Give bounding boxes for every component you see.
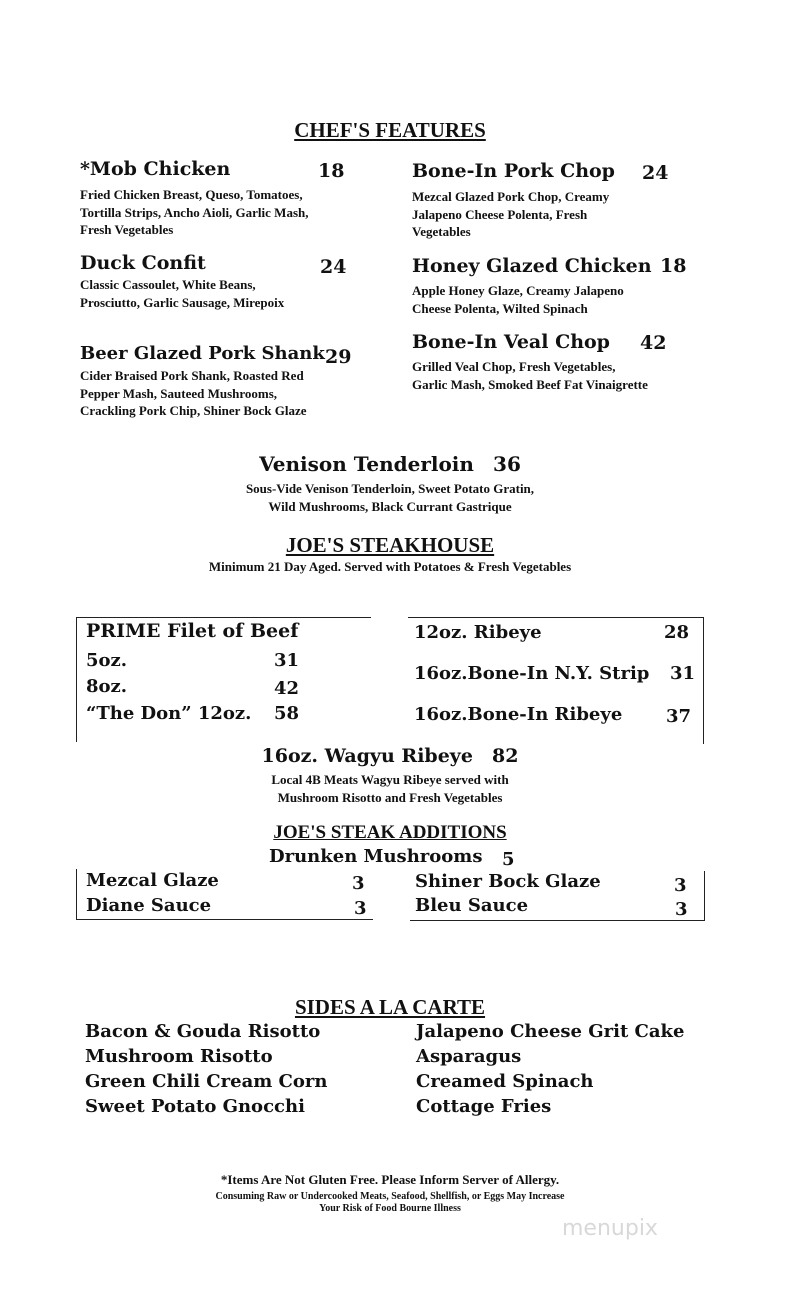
item-description: Mezcal Glazed Pork Chop, Creamy Jalapeno Cheese Polenta, Fresh Vegetables xyxy=(412,189,610,239)
side-item: Cottage Fries xyxy=(416,1096,552,1117)
side-item: Green Chili Cream Corn xyxy=(85,1071,328,1092)
side-item: Bacon & Gouda Risotto xyxy=(85,1021,321,1042)
addition-price: 3 xyxy=(675,899,688,920)
item-name: Beer Glazed Pork Shank xyxy=(80,343,325,364)
venison-title xyxy=(0,452,780,476)
item-description: Grilled Veal Chop, Fresh Vegetables, Garlic Mash, Smoked Beef Fat Vinaigrette xyxy=(412,359,648,392)
filet-price: 31 xyxy=(274,650,300,671)
side-item: Asparagus xyxy=(416,1046,522,1067)
addition-label: Shiner Bock Glaze xyxy=(415,871,601,892)
item-name: 16oz. Wagyu Ribeye xyxy=(261,745,473,767)
side-item: Creamed Spinach xyxy=(416,1071,594,1092)
side-item: Sweet Potato Gnocchi xyxy=(85,1096,305,1117)
item-price: 18 xyxy=(660,255,687,277)
filet-price: 42 xyxy=(274,678,300,699)
item-price: 82 xyxy=(492,745,519,767)
filet-price: 58 xyxy=(274,703,300,724)
item-price: 18 xyxy=(318,160,345,182)
item-description: Local 4B Meats Wagyu Ribeye served with Mushroom Risotto and Fresh Vegetables xyxy=(271,772,509,805)
cut-price: 28 xyxy=(664,622,690,643)
item-description: Classic Cassoulet, White Beans, Prosciutto, Garlic Sausage, Mirepoix xyxy=(80,277,285,310)
addition-label: Bleu Sauce xyxy=(415,895,529,916)
item-name: Bone-In Veal Chop xyxy=(412,331,610,353)
steakhouse-subtitle: Minimum 21 Day Aged. Served with Potatoes & Fresh Vegetables xyxy=(208,559,572,574)
consumer-advisory-2: Your Risk of Food Bourne Illness xyxy=(319,1203,461,1214)
addition-price: 3 xyxy=(352,873,365,894)
item-name: Venison Tenderloin xyxy=(259,452,474,476)
item-description: Cider Braised Pork Shank, Roasted Red Pepper Mash, Sauteed Mushrooms, Crackling Pork Chip, Shiner Bock Glaze xyxy=(80,368,307,418)
addition-price: 3 xyxy=(354,898,367,919)
item-description: Apple Honey Glaze, Creamy Jalapeno Cheese Polenta, Wilted Spinach xyxy=(412,283,624,316)
filet-size: 5oz. xyxy=(86,650,128,671)
steakhouse-heading: JOE'S STEAKHOUSE xyxy=(285,533,495,557)
cut-price: 31 xyxy=(670,663,696,684)
addition-price: 3 xyxy=(674,875,687,896)
sides-heading: SIDES A LA CARTE xyxy=(294,995,486,1019)
cut-label: 16oz.Bone-In Ribeye xyxy=(414,704,623,725)
item-description: Fried Chicken Breast, Queso, Tomatoes, Tortilla Strips, Ancho Aioli, Garlic Mash, Fresh Vegetables xyxy=(80,187,309,237)
item-name: Bone-In Pork Chop xyxy=(412,160,615,182)
item-price: 29 xyxy=(325,346,352,368)
cut-label: 12oz. Ribeye xyxy=(414,622,542,643)
item-name: *Mob Chicken xyxy=(80,158,231,180)
item-description: Sous-Vide Venison Tenderloin, Sweet Potato Gratin, Wild Mushrooms, Black Currant Gastrique xyxy=(245,481,535,514)
addition-label: Drunken Mushrooms xyxy=(269,846,483,867)
allergy-notice: *Items Are Not Gluten Free. Please Inform Server of Allergy. xyxy=(220,1172,560,1187)
side-item: Mushroom Risotto xyxy=(85,1046,273,1067)
item-name: Honey Glazed Chicken xyxy=(412,255,652,277)
addition-price: 5 xyxy=(502,849,515,870)
wagyu-title xyxy=(0,745,780,767)
filet-title: PRIME Filet of Beef xyxy=(86,620,299,642)
additions-heading: JOE'S STEAK ADDITIONS xyxy=(273,822,507,843)
cut-label: 16oz.Bone-In N.Y. Strip xyxy=(414,663,650,684)
cut-price: 37 xyxy=(666,706,692,727)
item-price: 36 xyxy=(493,452,521,476)
side-item: Jalapeno Cheese Grit Cake xyxy=(416,1021,685,1042)
filet-size: “The Don” 12oz. xyxy=(86,703,252,724)
chef-features-heading: CHEF'S FEATURES xyxy=(294,118,486,142)
addition-label: Mezcal Glaze xyxy=(86,870,219,891)
consumer-advisory: Consuming Raw or Undercooked Meats, Seafood, Shellfish, or Eggs May Increase xyxy=(215,1191,565,1202)
item-price: 24 xyxy=(642,162,669,184)
item-name: Duck Confit xyxy=(80,252,206,274)
filet-size: 8oz. xyxy=(86,676,128,697)
watermark-logo: menupix xyxy=(562,1216,658,1241)
item-price: 24 xyxy=(320,256,347,278)
item-price: 42 xyxy=(640,332,667,354)
addition-label: Diane Sauce xyxy=(86,895,212,916)
